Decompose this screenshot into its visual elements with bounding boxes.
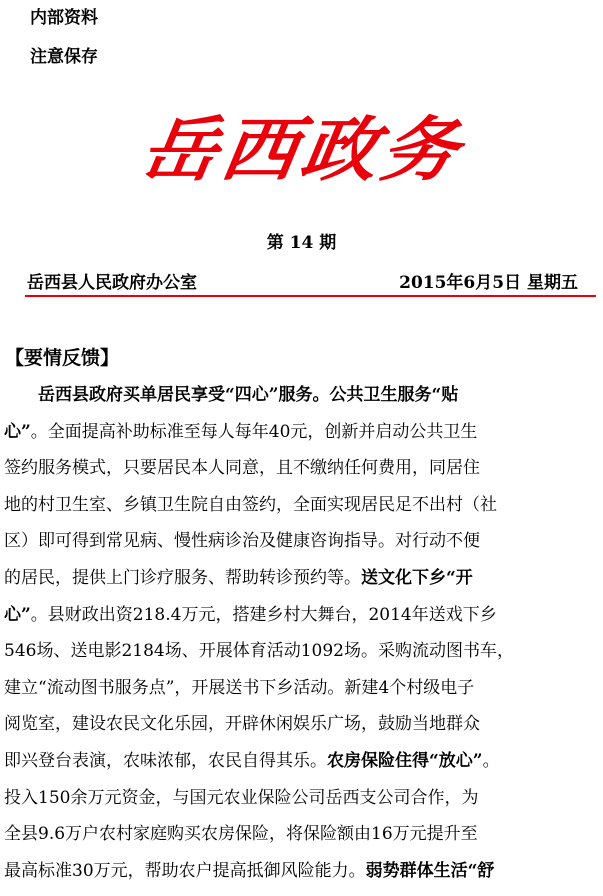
text-segment: 。全面提高补助标准至每人每年40元，创新并启动公共卫生 [30, 421, 478, 442]
article-line [4, 450, 599, 487]
header-divider [25, 295, 596, 297]
article-line [4, 377, 599, 414]
section-title: 【要情反馈】 [5, 347, 120, 369]
text-segment: 建立“流动图书服务点”，开展送书下乡活动。新建4个村级电子 [4, 677, 475, 698]
article-line [4, 633, 599, 670]
article-body [4, 377, 599, 889]
issuing-office: 岳西县人民政府办公室 [27, 273, 197, 293]
text-segment: 546场、送电影2184场、开展体育活动1092场。采购流动图书车， [4, 641, 514, 662]
text-segment: 。县财政出资218.4万元，搭建乡村大舞台，2014年送戏下乡 [30, 604, 497, 625]
text-segment: 区）即可得到常见病、慢性病诊治及健康咨询指导。对行动不便 [4, 531, 480, 552]
bold-text-segment: 农房保险住得“放心” [327, 750, 483, 771]
text-segment: 全县9.6万户农村家庭购买农房保险，将保险额由16万元提升至 [4, 824, 478, 845]
article-line [4, 560, 599, 597]
text-segment: 的居民，提供上门诊疗服务、帮助转诊预约等。 [4, 567, 361, 588]
article-line [4, 414, 599, 451]
text-segment: 即兴登台表演，农味浓郁，农民自得其乐。 [4, 750, 327, 771]
article-line [4, 853, 599, 890]
bold-text-segment: 心” [4, 421, 31, 442]
keep-safe-notice: 注意保存 [30, 47, 98, 67]
text-segment: 阅览室，建设农民文化乐园，开辟休闲娱乐广场，鼓励当地群众 [4, 714, 480, 735]
bold-text-segment: 送文化下乡“开 [361, 567, 473, 588]
article-line [4, 597, 599, 634]
bold-text-segment: 弱势群体生活“舒 [365, 860, 495, 881]
article-line [4, 487, 599, 524]
article-line [4, 743, 599, 780]
masthead-title: 岳西政务 [135, 108, 468, 191]
text-segment: 最高标准30万元，帮助农户提高抵御风险能力。 [4, 860, 366, 881]
internal-material-notice: 内部资料 [30, 8, 98, 28]
bold-text-segment: 心” [4, 604, 31, 625]
article-line [4, 523, 599, 560]
article-line [4, 816, 599, 853]
text-segment: 地的村卫生室、乡镇卫生院自由签约，全面实现居民足不出村（社 [4, 494, 497, 515]
bold-text-segment: 岳西县政府买单居民享受“四心”服务。公共卫生服务“贴 [38, 385, 459, 405]
issue-date: 2015年6月5日 星期五 [399, 273, 578, 293]
text-segment: 签约服务模式，只要居民本人同意，且不缴纳任何费用，同居住 [4, 458, 480, 479]
issue-number: 第 14 期 [266, 233, 337, 253]
text-segment: 投入150余万元资金，与国元农业保险公司岳西支公司合作，为 [4, 787, 479, 808]
article-line [4, 780, 599, 817]
article-line [4, 670, 599, 707]
text-segment: 。 [482, 750, 500, 771]
article-line [4, 706, 599, 743]
